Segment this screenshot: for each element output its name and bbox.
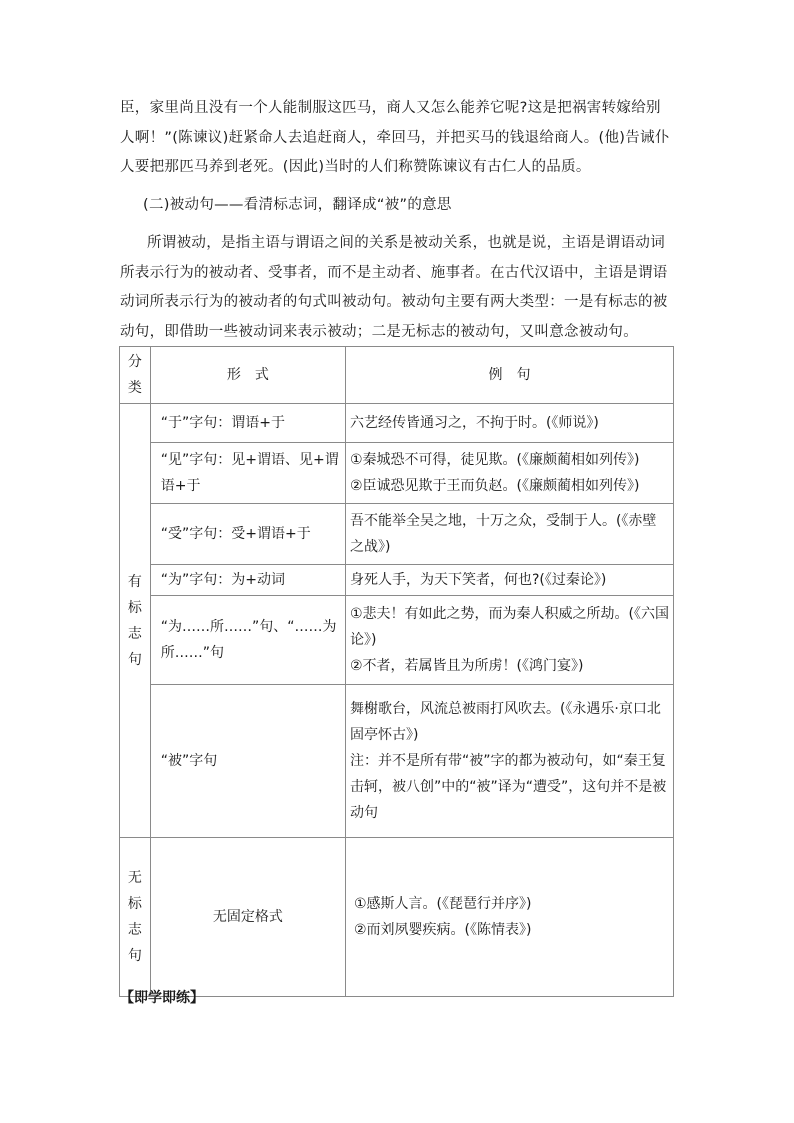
table-row (120, 565, 674, 596)
example-line: ①悲夫！有如此之势，而为秦人积威之所劫。(《六国论》) (349, 606, 669, 648)
form-cell: “于”字句：谓语+于 (150, 404, 345, 443)
example-cell (345, 838, 673, 997)
example-line: 吾不能举全吴之地，十万之众，受制于人。(《赤壁之战》) (349, 513, 657, 555)
passive-sentence-table (119, 346, 674, 997)
example-line: ②臣诚恐见欺于王而负赵。(《廉颇蔺相如列传》) (349, 478, 640, 494)
table-header-row (120, 347, 674, 404)
form-cell: “为……所……”句、“……为所……”句 (150, 596, 345, 685)
example-line: 六艺经传皆通习之，不拘于时。(《师说》) (349, 415, 599, 431)
example-cell (345, 565, 673, 596)
example-line: ②不者，若属皆且为所虏！(《鸿门宴》) (349, 658, 584, 674)
table-row (120, 504, 674, 565)
example-line: ①秦城恐不可得，徒见欺。(《廉颇蔺相如列传》) (349, 452, 640, 468)
practice-section-tag: 【即学即练】 (120, 990, 204, 1006)
example-cell (345, 404, 673, 443)
continuation-paragraph: 臣，家里尚且没有一个人能制服这匹马，商人又怎么能养它呢?这是把祸害转嫁给别人啊！”(陈谏议)赶紧命人去追赶商人，牵回马，并把买马的钱退给商人。(他)告诫仆人要把那匹马养到老死。(因此)当时的人们称赞陈谏议有古仁人的品质。 (120, 100, 670, 175)
table-row (120, 404, 674, 443)
example-cell (345, 596, 673, 685)
form-cell: “被”字句 (150, 685, 345, 838)
unmarked-category-cell: 无标志句 (120, 838, 151, 997)
definition-paragraph: 所谓被动，是指主语与谓语之间的关系是被动关系，也就是说，主语是谓语动词所表示行为的被动者、受事者，而不是主动者、施事者。在古代汉语中，主语是谓语动词所表示行为的被动者的句式叫被动句。被动句主要有两大类型：一是有标志的被动句，即借助一些被动词来表示被动；二是无标志的被动句，又叫意念被动句。 (120, 235, 668, 340)
example-cell (345, 504, 673, 565)
example-line: ②而刘夙婴疾病。(《陈情表》) (353, 922, 532, 938)
form-cell: “受”字句：受+谓语+于 (150, 504, 345, 565)
header-form: 形 式 (150, 347, 345, 404)
table-row (120, 596, 674, 685)
example-cell (345, 685, 673, 838)
example-line: ①感斯人言。(《琵琶行并序》) (353, 896, 532, 912)
example-line: 舞榭歌台，风流总被雨打风吹去。(《永遇乐·京口北固亭怀古》) (349, 701, 661, 743)
example-cell (345, 443, 673, 504)
example-line: 身死人手，为天下笑者，何也?(《过秦论》) (349, 572, 607, 588)
section-heading: (二)被动句——看清标志词，翻译成“被”的意思 (143, 197, 452, 213)
form-cell: “为”字句：为+动词 (150, 565, 345, 596)
header-example: 例 句 (345, 347, 673, 404)
table-row (120, 838, 674, 997)
header-category: 分类 (120, 347, 151, 404)
form-cell: 无固定格式 (150, 838, 345, 997)
table-row (120, 685, 674, 838)
marked-category-cell: 有标志句 (120, 404, 151, 838)
note-line: 注：并不是所有带“被”字的都为被动句，如“秦王复击轲，被八创”中的“被”译为“遭受”，这句并不是被动句 (349, 753, 667, 821)
table-row (120, 443, 674, 504)
form-cell: “见”字句：见+谓语、见+谓语+于 (150, 443, 345, 504)
